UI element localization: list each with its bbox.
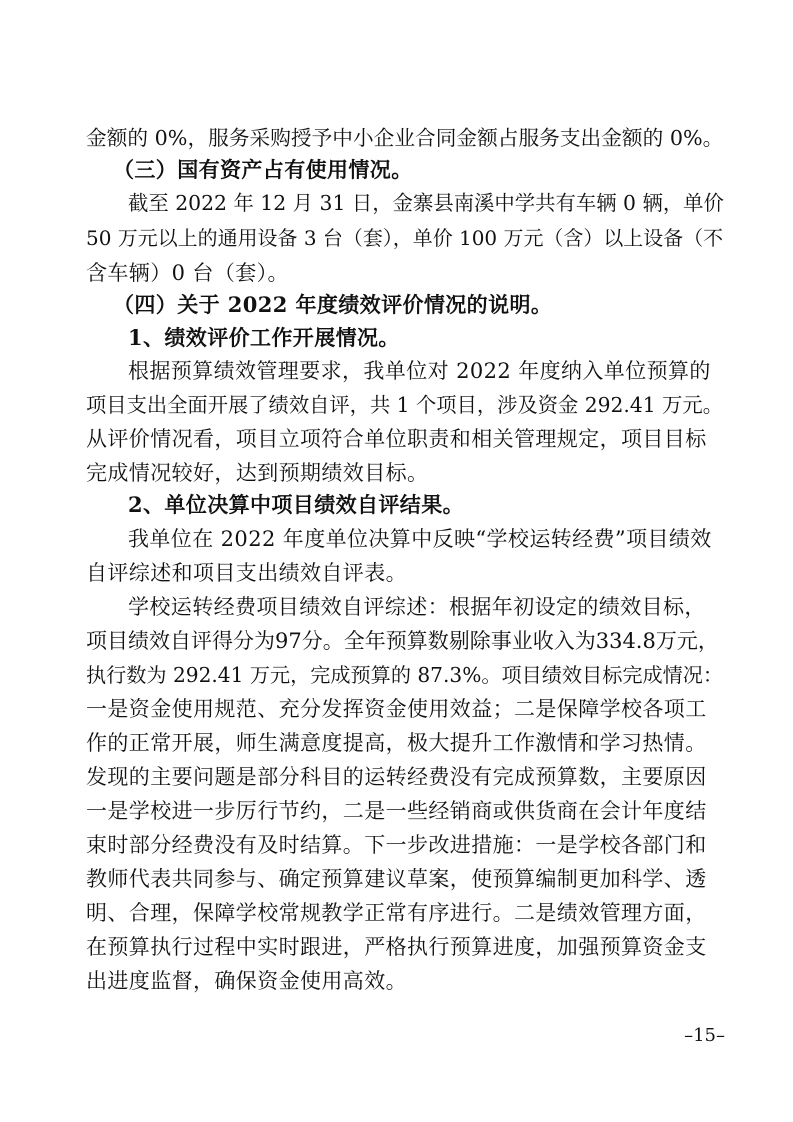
- section-heading-assets: （三）国有资产占有使用情况。: [113, 157, 413, 182]
- body-line-8: 根据预算绩效管理要求，我单位对 2022 年度纳入单位预算的: [128, 359, 711, 383]
- body-line-25: 在预算执行过程中实时跟进，严格执行预算进度，加强预算资金支: [86, 935, 707, 959]
- body-line-10: 从评价情况看，项目立项符合单位职责和相关管理规定，项目目标: [86, 427, 707, 451]
- body-line-9: 项目支出全面开展了绩效自评，共 1 个项目，涉及资金 292.41 万元。: [86, 393, 723, 417]
- body-line-16: 项目绩效自评得分为97分。全年预算数剔除事业收入为334.8万元，: [86, 629, 719, 653]
- body-line-14: 自评综述和项目支出绩效自评表。: [86, 561, 407, 585]
- body-line-17: 执行数为 292.41 万元，完成预算的 87.3%。项目绩效目标完成情况：: [86, 663, 724, 687]
- page-number: –15–: [684, 1025, 725, 1046]
- body-line-24: 明、合理，保障学校常规教学正常有序进行。二是绩效管理方面，: [86, 901, 707, 925]
- body-line-15: 学校运转经费项目绩效自评综述：根据年初设定的绩效目标，: [128, 595, 706, 619]
- body-line-21: 一是学校进一步厉行节约，二是一些经销商或供货商在会计年度结: [86, 799, 707, 823]
- body-line-1: 金额的 0%，服务采购授予中小企业合同金额占服务支出金额的 0%。: [86, 126, 724, 150]
- body-line-4: 50 万元以上的通用设备 3 台（套），单价 100 万元（含）以上设备（不: [86, 226, 724, 250]
- body-line-18: 一是资金使用规范、充分发挥资金使用效益；二是保障学校各项工: [86, 697, 707, 721]
- body-line-13: 我单位在 2022 年度单位决算中反映“学校运转经费”项目绩效: [128, 527, 712, 551]
- body-line-5: 含车辆）0 台（套）。: [86, 261, 289, 285]
- body-line-19: 作的正常开展，师生满意度提高，极大提升工作激情和学习热情。: [86, 731, 707, 755]
- subheading-evaluation: 1、绩效评价工作开展情况。: [128, 325, 400, 350]
- subheading-self-evaluation: 2、单位决算中项目绩效自评结果。: [128, 492, 465, 517]
- body-line-20: 发现的主要问题是部分科目的运转经费没有完成预算数，主要原因: [86, 765, 707, 789]
- section-heading-performance: （四）关于 2022 年度绩效评价情况的说明。: [113, 292, 553, 317]
- body-line-26: 出进度监督，确保资金使用高效。: [86, 969, 407, 993]
- body-line-23: 教师代表共同参与、确定预算建议草案，使预算编制更加科学、透: [86, 867, 707, 891]
- body-line-3: 截至 2022 年 12 月 31 日，金寨县南溪中学共有车辆 0 辆，单价: [128, 191, 724, 215]
- body-line-22: 束时部分经费没有及时结算。下一步改进措施：一是学校各部门和: [86, 833, 707, 857]
- body-line-11: 完成情况较好，达到预期绩效目标。: [86, 461, 429, 485]
